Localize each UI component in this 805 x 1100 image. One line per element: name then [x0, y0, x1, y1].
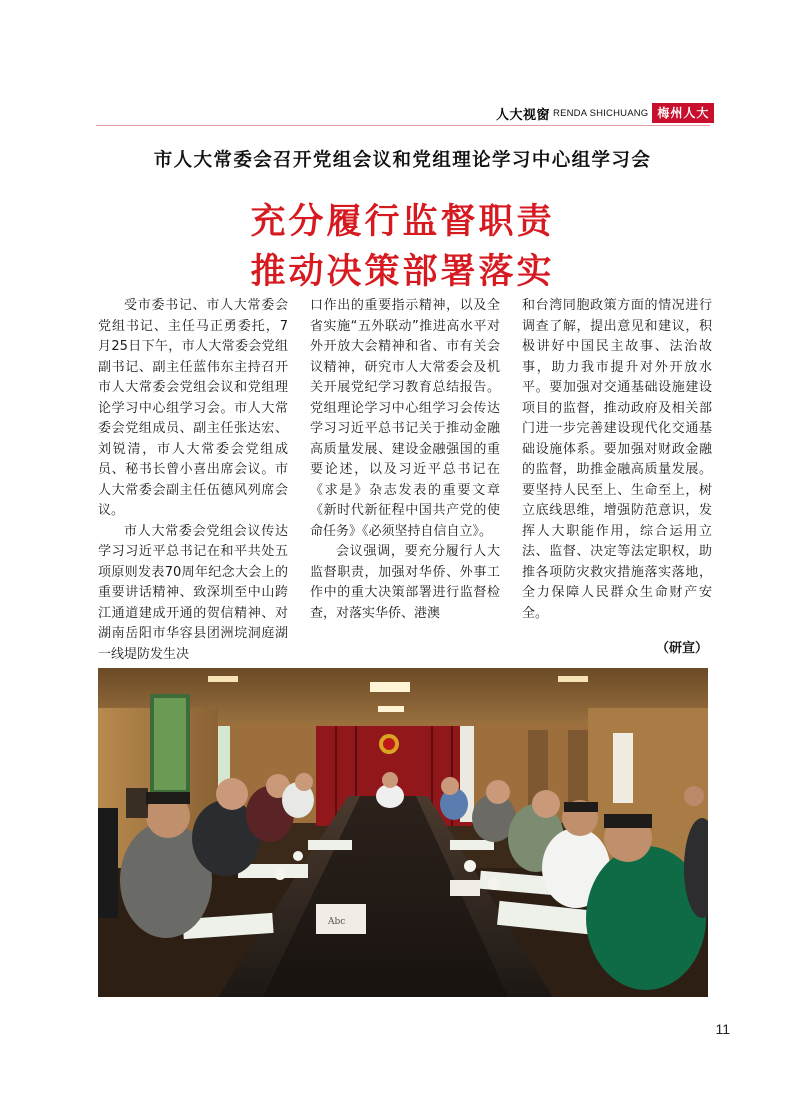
page-number: 11 — [715, 1021, 730, 1037]
article-subtitle: 市人大常委会召开党组会议和党组理论学习中心组学习会 — [153, 150, 652, 171]
article-author: （研宣） — [655, 641, 708, 656]
header-rule — [96, 125, 710, 126]
section-name-pinyin: RENDA SHICHUANG — [553, 107, 649, 119]
body-column-2 — [310, 296, 500, 624]
paragraph: 会议强调，要充分履行人大监督职责，加强对华侨、外事工作中的重大决策部署进行监督检查，对落实华侨、港澳 — [310, 544, 500, 621]
body-column-1 — [98, 296, 288, 665]
magazine-logo: 梅州人大 — [652, 103, 714, 123]
paragraph: 受市委书记、市人大常委会党组书记、主任马正勇委托，7月25日下午，市人大常委会党组副书记、副主任蓝伟东主持召开市人大常委会党组会议和党组理论学习中心组学习会。市人大常委会党组成员、副主任张达宏、刘锐清，市人大常委会党组成员、秘书长曾小喜出席会议。市人大常委会副主任伍德风列席会议。 — [98, 298, 288, 518]
article-title-line1: 充分履行监督职责 — [250, 201, 555, 242]
paragraph: 市人大常委会党组会议传达学习习近平总书记在和平共处五项原则发表70周年纪念大会上的重要讲话精神、致深圳至中山跨江通道建成开通的贺信精神、对湖南岳阳市华容县团洲垸洞庭湖一线堤防发生决 — [98, 523, 288, 662]
article-body — [98, 296, 712, 664]
section-name: 人大视窗 — [496, 107, 551, 123]
meeting-photo — [98, 668, 708, 997]
body-column-3 — [522, 296, 712, 624]
tissue-box-text: Abc — [328, 917, 346, 927]
article-title-line2: 推动决策部署落实 — [250, 251, 555, 292]
paragraph: 和台湾同胞政策方面的情况进行调查了解，提出意见和建议，积极讲好中国民主故事、法治故事，助力我市提升对外开放水平。要加强对交通基础设施建设项目的监督，推动政府及相关部门进一步完善建设现代化交通基础设施体系。要加强对财政金融的监督，助推金融高质量发展。要坚持人民至上、生命至上，树立底线思维，增强防范意识，发挥人大职能作用，综合运用立法、监督、决定等法定职权，助推各项防灾救灾措施落实落地，全力保障人民群众生命财产安全。 — [522, 298, 712, 621]
section-header — [496, 101, 714, 125]
paragraph: 口作出的重要指示精神，以及全省实施“五外联动”推进高水平对外开放大会精神和省、市有关会议精神，研究市人大常委会及机关开展党纪学习教育总结报告。党组理论学习中心组学习会传达学习习近平总书记关于推动金融高质量发展、建设金融强国的重要论述，以及习近平总书记在《求是》杂志发表的重要文章《新时代新征程中国共产党的使命任务》《必须坚持自信自立》。 — [310, 298, 500, 539]
